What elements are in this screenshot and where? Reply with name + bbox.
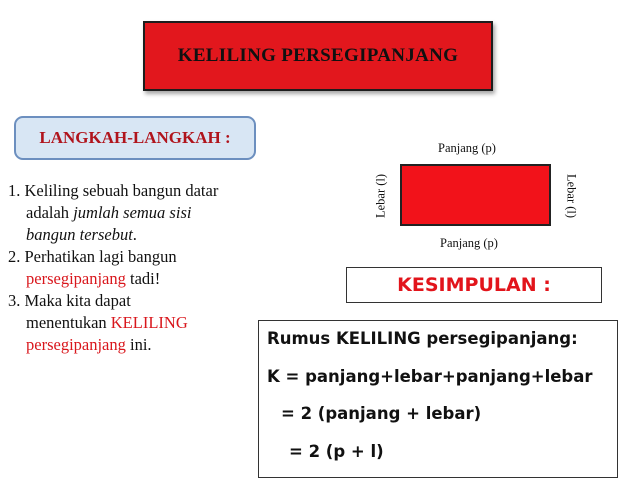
step-1-line3-suffix: . bbox=[132, 225, 137, 244]
figure-right-label: Lebar (l) bbox=[564, 173, 579, 219]
step-1 bbox=[8, 180, 308, 246]
step-1-line1: 1. Keliling sebuah bangun datar bbox=[8, 181, 219, 200]
step-3-line2-prefix: menentukan bbox=[26, 313, 111, 332]
formula-line-1: Rumus KELILING persegipanjang: bbox=[267, 329, 578, 348]
step-1-line3-italic: bangun tersebut bbox=[26, 225, 133, 244]
step-2-line2-red: persegipanjang bbox=[26, 269, 126, 288]
formula-line-4: = 2 (p + l) bbox=[289, 442, 384, 461]
step-1-line2 bbox=[8, 202, 308, 224]
step-3-line1: 3. Maka kita dapat bbox=[8, 291, 131, 310]
formula-box bbox=[258, 320, 618, 478]
page-title-text: KELILING PERSEGIPANJANG bbox=[177, 45, 459, 66]
step-2 bbox=[8, 246, 308, 290]
formula-line-2: K = panjang+lebar+panjang+lebar bbox=[267, 367, 593, 386]
step-3-line2-red: KELILING bbox=[110, 313, 188, 332]
kesimpulan-heading-text: KESIMPULAN : bbox=[397, 274, 551, 296]
formula-line-3: = 2 (panjang + lebar) bbox=[281, 404, 482, 423]
step-2-line2-suffix: tadi! bbox=[125, 269, 161, 288]
step-1-line2-prefix: adalah bbox=[26, 203, 74, 222]
step-2-line2 bbox=[8, 268, 308, 290]
step-1-line2-italic: jumlah semua sisi bbox=[73, 203, 192, 222]
step-3-line3-red: persegipanjang bbox=[26, 335, 126, 354]
figure-left-label: Lebar (l) bbox=[373, 173, 388, 219]
step-1-line3 bbox=[8, 224, 308, 246]
step-2-line1: 2. Perhatikan lagi bangun bbox=[8, 247, 177, 266]
kesimpulan-heading bbox=[346, 267, 602, 303]
figure-top-label: Panjang (p) bbox=[438, 141, 496, 155]
figure-bottom-label: Panjang (p) bbox=[440, 236, 498, 250]
page-title bbox=[143, 21, 493, 91]
rectangle-figure bbox=[400, 164, 551, 226]
langkah-heading bbox=[14, 116, 256, 160]
langkah-heading-text: LANGKAH-LANGKAH : bbox=[39, 128, 231, 147]
step-3-line3-suffix: ini. bbox=[125, 335, 152, 354]
